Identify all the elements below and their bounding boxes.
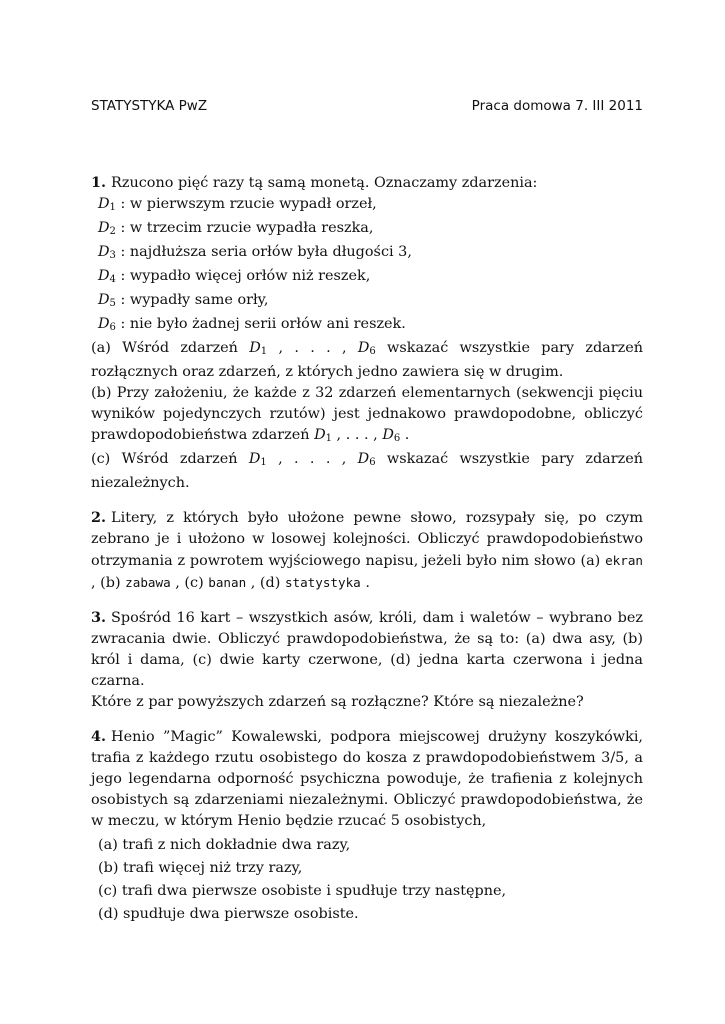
word-statystyka: statystyka (284, 575, 361, 590)
problem-number: 1. (91, 174, 107, 191)
list-item: (b) trafi więcej niż trzy razy, (98, 860, 303, 876)
list-item: (a) trafi z nich dokładnie dwa razy, (98, 837, 351, 853)
list-item: (d) spudłuje dwa pierwsze osobiste. (98, 906, 359, 922)
question-b: (b) Przy założeniu, że każde z 32 zdarzeń elementarnych (sekwencji pięciu wyników pojedynczych rzutów) jest jednakowo prawdopodobne, obliczyć prawdopodobieństwa zdarzeń $D_1$ , . . . , $D_6$ . (91, 385, 643, 444)
word-ekran: ekran (605, 553, 643, 568)
word-banan: banan (208, 575, 247, 590)
event-d6: $D_6$ : nie było żadnej serii orłów ani reszek. (98, 316, 406, 333)
assignment-title: Praca domowa 7. III 2011 (471, 98, 643, 114)
event-d1: $D_1$ : w pierwszym rzucie wypadł orzeł, (98, 196, 377, 213)
problem-number: 3. (91, 609, 107, 626)
problem-list (91, 172, 643, 938)
problem-3-question: Które z par powyższych zdarzeń są rozłączne? Które są niezależne? (91, 694, 584, 710)
event-d3: $D_3$ : najdłuższa seria orłów była długości 3, (98, 244, 412, 261)
problem-intro: Rzucono pięć razy tą samą monetą. Oznaczamy zdarzenia: (111, 175, 538, 191)
problem-1 (91, 172, 643, 494)
question-a: (a) Wśród zdarzeń $D_1$ , . . . , $D_6$ wskazać wszystkie pary zdarzeń rozłącznych oraz zdarzeń, z których jedno zawiera się w drugim. (91, 340, 643, 380)
problem-number: 4. (91, 728, 107, 745)
page-header (91, 98, 643, 114)
sub-question-list (91, 835, 643, 925)
word-zabawa: zabawa (125, 575, 171, 590)
event-d5: $D_5$ : wypadły same orły, (98, 292, 269, 309)
event-d2: $D_2$ : w trzecim rzucie wypadła reszka, (98, 220, 374, 237)
event-d4: $D_4$ : wypadło więcej orłów niż reszek, (98, 268, 371, 285)
problem-4: 4. Henio ”Magic” Kowalewski, podpora miejscowej drużyny koszykówki, trafia z każdego rzutu osobistego do kosza z prawdopodobieństwem 3/5, a jego legendarna odporność psychiczna powoduje, że trafienia z kolejnych osobistych są zdarzeniami niezależnymi. Obliczyć prawdopodobieństwa, że w meczu, w którym Henio będzie rzucać 5 osobistych, (a) trafi z nich dokładnie dwa razy, (b) trafi więcej niż trzy razy, (c) trafi dwa pierwsze osobiste i spudłuje trzy następne, (d) spudłuje dwa pierwsze osobiste. (91, 726, 643, 925)
question-c: (c) Wśród zdarzeń $D_1$ , . . . , $D_6$ wskazać wszystkie pary zdarzeń niezależnych. (91, 451, 643, 491)
problem-3: 3. Spośród 16 kart – wszystkich asów, króli, dam i waletów – wybrano bez zwracania dwie. Obliczyć prawdopodobieństwa, że są to: (a) dwa asy, (b) król i dama, (c) dwie karty czerwone, (d) jedna karta czerwona i jedna czarna. Które z par powyższych zdarzeń są rozłączne? Które są niezależne? (91, 607, 643, 713)
list-item: (c) trafi dwa pierwsze osobiste i spudłuje trzy następne, (98, 883, 507, 899)
problem-number: 2. (91, 509, 107, 526)
course-title: STATYSTYKA PwZ (91, 98, 208, 114)
problem-2: 2. Litery, z których było ułożone pewne słowo, rozsypały się, po czym zebrano je i ułożono w losowej kolejności. Obliczyć prawdopodobieństwo otrzymania z powrotem wyjściowego napisu, jeżeli było nim słowo (a) ekran , (b) zabawa , (c) banan , (d) statystyka . (91, 509, 643, 591)
